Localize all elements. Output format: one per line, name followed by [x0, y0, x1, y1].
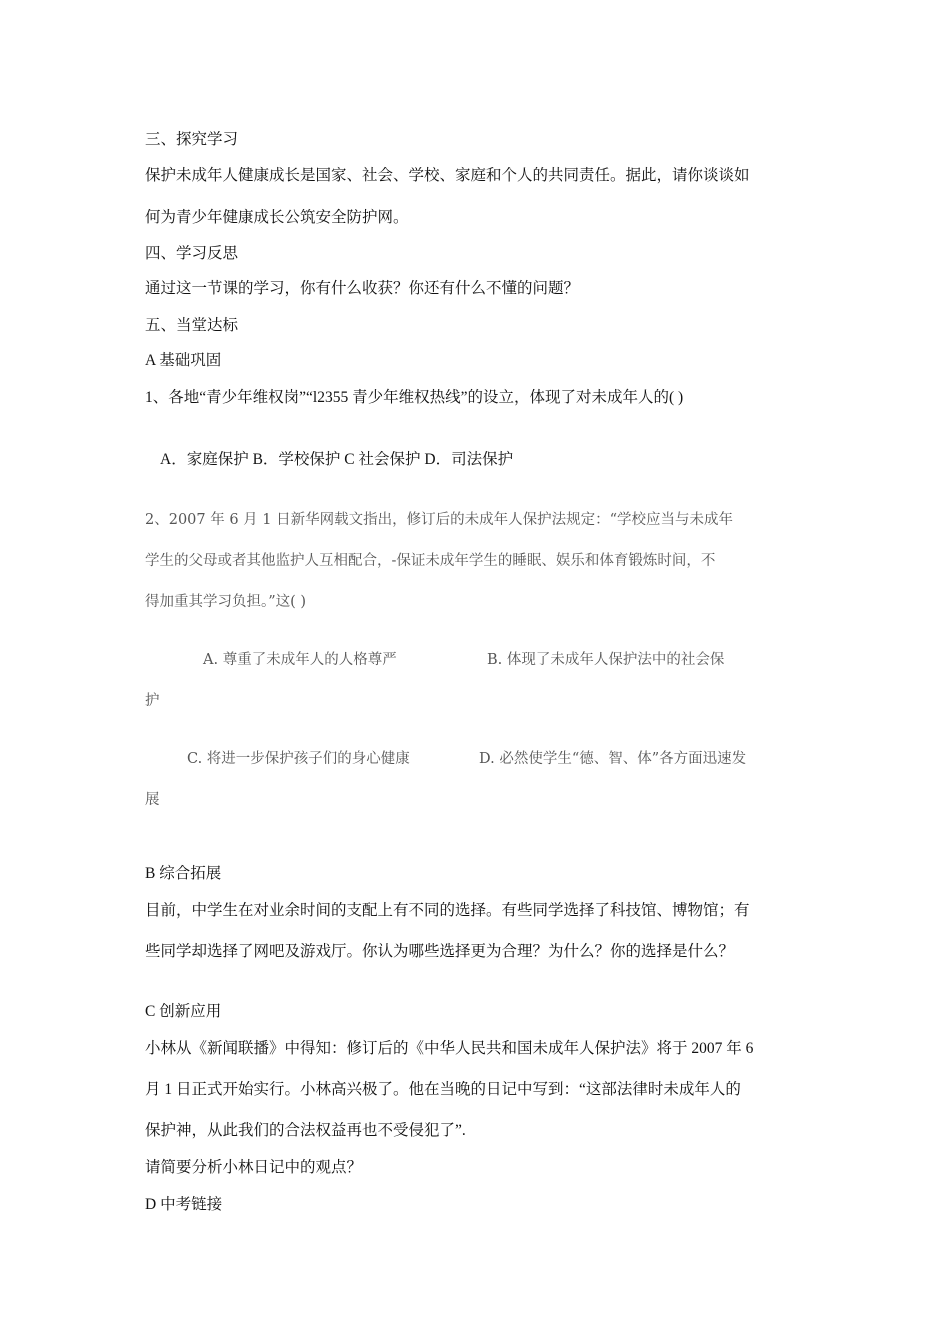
question-2-line-2: 学生的父母或者其他监护人互相配合，-保证未成年学生的睡眠、娱乐和体育锻炼时间，不: [145, 553, 716, 569]
part-a-title: A 基础巩固: [145, 352, 222, 369]
part-c-paragraph-line-3: 保护神，从此我们的合法权益再也不受侵犯了”.: [145, 1122, 466, 1139]
part-b-title: B 综合拓展: [145, 865, 222, 882]
section-5-title: 五、当堂达标: [145, 317, 239, 334]
question-2-option-d-continued: 展: [145, 792, 160, 808]
question-1-options: A．家庭保护 B．学校保护 C 社会保护 D．司法保护: [160, 451, 514, 468]
question-2-option-b: B. 体现了未成年人保护法中的社会保: [487, 652, 725, 668]
part-c-question: 请简要分析小林日记中的观点？: [145, 1159, 363, 1176]
question-2-option-b-continued: 护: [145, 693, 160, 709]
part-d-title: D 中考链接: [145, 1196, 223, 1213]
section-3-paragraph-line-1: 保护未成年人健康成长是国家、社会、学校、家庭和个人的共同责任。据此，请你谈谈如: [145, 167, 750, 184]
section-3-title: 三、探究学习: [145, 131, 239, 148]
question-1: 1、各地“青少年维权岗”“l2355 青少年维权热线”的设立，体现了对未成年人的( ): [145, 389, 684, 406]
part-c-paragraph-line-1: 小林从《新闻联播》中得知：修订后的《中华人民共和国未成年人保护法》将于 2007 年 6: [145, 1040, 754, 1057]
question-2-line-3: 得加重其学习负担。”这( ): [145, 594, 307, 610]
section-4-paragraph: 通过这一节课的学习，你有什么收获？你还有什么不懂的问题？: [145, 280, 580, 297]
part-c-title: C 创新应用: [145, 1003, 222, 1020]
part-b-paragraph-line-1: 目前，中学生在对业余时间的支配上有不同的选择。有些同学选择了科技馆、博物馆；有: [145, 902, 750, 919]
question-2-option-a: A. 尊重了未成年人的人格尊严: [203, 652, 397, 668]
part-b-paragraph-line-2: 些同学却选择了网吧及游戏厅。你认为哪些选择更为合理？为什么？你的选择是什么？: [145, 943, 735, 960]
section-4-title: 四、学习反思: [145, 245, 239, 262]
question-2-line-1: 2、2007 年 6 月 1 日新华网载文指出，修订后的未成年人保护法规定：“学校应当与未成年: [145, 512, 734, 528]
question-2-option-d: D. 必然使学生“德、智、体”各方面迅速发: [479, 751, 747, 767]
section-3-paragraph-line-2: 何为青少年健康成长公筑安全防护网。: [145, 209, 409, 226]
part-c-paragraph-line-2: 月 1 日正式开始实行。小林高兴极了。他在当晚的日记中写到：“这部法律时未成年人的: [145, 1081, 741, 1098]
question-2-option-c: C. 将进一步保护孩子们的身心健康: [187, 751, 410, 767]
